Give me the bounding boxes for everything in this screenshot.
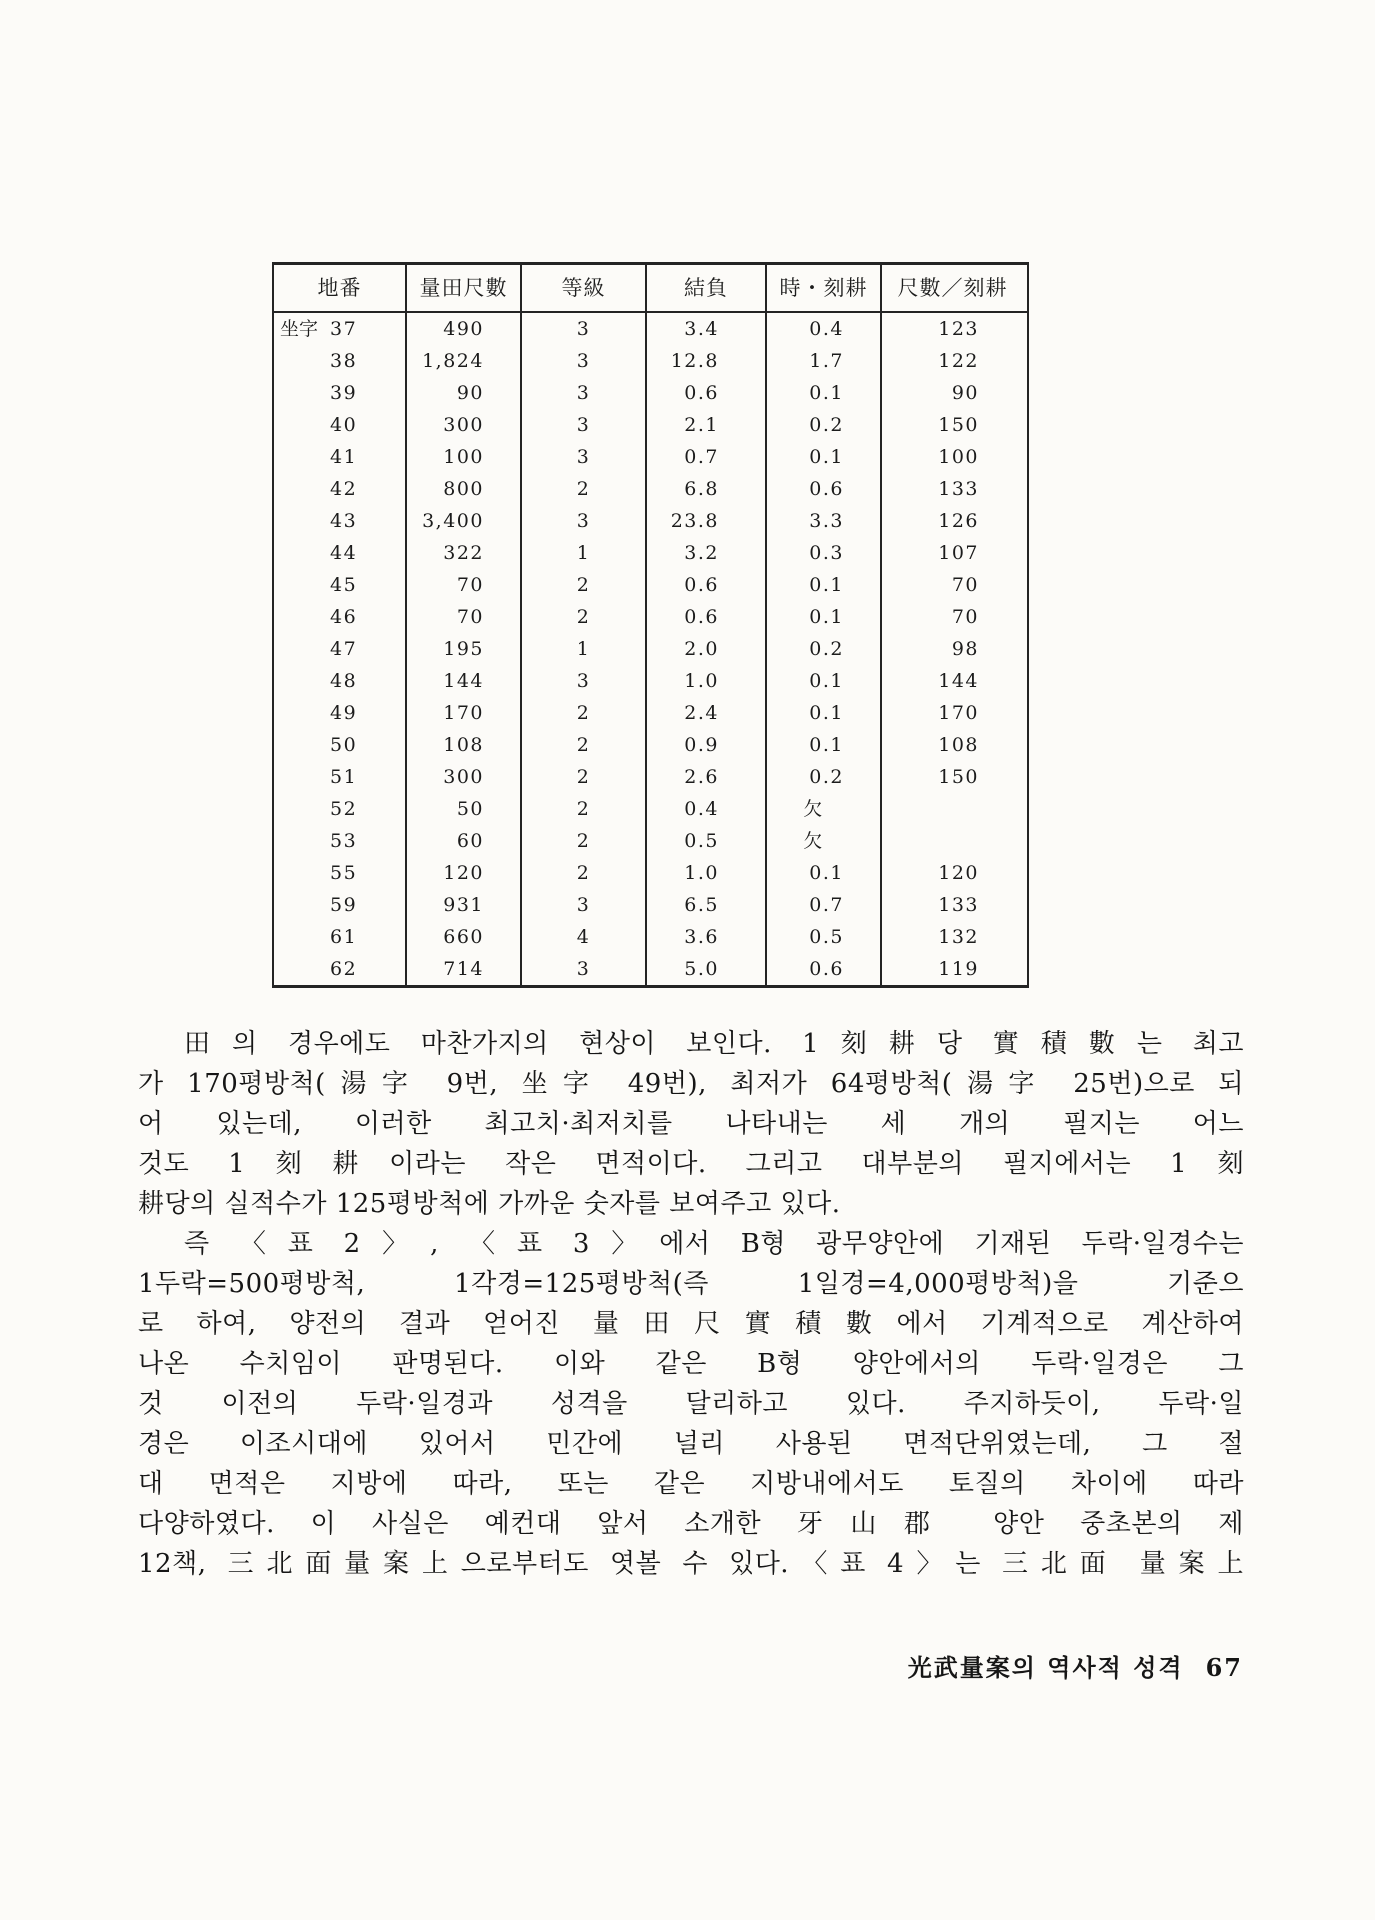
table-cell: 3 <box>522 409 647 441</box>
table-cell: 2.4 <box>647 697 767 729</box>
table-cell: 1,824 <box>407 345 522 377</box>
column-header: 地番 <box>274 265 407 311</box>
row-label-prefix <box>280 601 330 633</box>
table-cell: 50 <box>407 793 522 825</box>
table-cell: 108 <box>938 734 979 756</box>
table-cell <box>274 409 407 441</box>
table-cell: 3 <box>522 665 647 697</box>
column-header: 等級 <box>522 265 647 311</box>
row-label-prefix <box>280 825 330 857</box>
table-cell: 0.7 <box>647 441 767 473</box>
parcel-number: 45 <box>330 574 358 596</box>
table-cell: 120 <box>938 862 979 884</box>
table-cell <box>274 345 407 377</box>
table-cell: 3 <box>522 505 647 537</box>
row-label-prefix <box>280 473 330 505</box>
row-label-prefix <box>280 441 330 473</box>
table-cell <box>274 601 407 633</box>
text-line: 1두락=500평방척, 1각경=125평방척(즉 1일경=4,000평방척)을 기준으 <box>138 1269 1244 1299</box>
table-row <box>274 953 1027 985</box>
table-cell: 0.2 <box>767 761 882 793</box>
table-cell: 119 <box>938 958 979 980</box>
table-cell <box>274 857 407 889</box>
row-label-prefix <box>280 505 330 537</box>
parcel-number: 50 <box>330 734 358 756</box>
table-cell: 欠 <box>767 793 882 825</box>
table-cell: 0.1 <box>767 697 882 729</box>
table-cell: 0.5 <box>647 825 767 857</box>
table-row <box>274 505 1027 537</box>
table-cell: 714 <box>407 953 522 985</box>
text-line: 것도 1刻耕이라는 작은 면적이다. 그리고 대부분의 필지에서는 1刻 <box>138 1149 1244 1179</box>
table-cell: 490 <box>407 313 522 345</box>
parcel-number: 41 <box>330 446 358 468</box>
table-cell: 2 <box>522 761 647 793</box>
row-label-prefix <box>280 921 330 953</box>
table-row <box>274 409 1027 441</box>
table-cell <box>882 793 1023 825</box>
parcel-number: 44 <box>330 542 358 564</box>
table-cell <box>274 793 407 825</box>
table-cell: 0.7 <box>767 889 882 921</box>
table-cell: 3.2 <box>647 537 767 569</box>
table-cell: 0.3 <box>767 537 882 569</box>
footer-title: 光武量案의 역사적 성격 <box>907 1653 1184 1682</box>
table-cell: 4 <box>522 921 647 953</box>
table-row <box>274 537 1027 569</box>
table-cell: 2 <box>522 601 647 633</box>
table-body <box>274 313 1027 985</box>
table-cell: 0.1 <box>767 729 882 761</box>
table-cell: 931 <box>407 889 522 921</box>
table-cell: 0.1 <box>767 665 882 697</box>
row-label-prefix <box>280 537 330 569</box>
table-cell: 170 <box>407 697 522 729</box>
table-cell: 132 <box>938 926 979 948</box>
row-label-prefix <box>280 409 330 441</box>
table-cell: 300 <box>407 761 522 793</box>
table-cell: 3.3 <box>767 505 882 537</box>
parcel-number: 61 <box>330 926 358 948</box>
table-cell: 0.9 <box>647 729 767 761</box>
column-header: 結負 <box>647 265 767 311</box>
table-cell: 2 <box>522 473 647 505</box>
table-cell <box>274 633 407 665</box>
row-label-prefix <box>280 345 330 377</box>
paragraph <box>138 1024 1244 1224</box>
table-cell: 0.1 <box>767 441 882 473</box>
table-row <box>274 345 1027 377</box>
table-cell: 0.6 <box>767 953 882 985</box>
table-cell: 2 <box>522 793 647 825</box>
row-label-prefix <box>280 889 330 921</box>
table-cell: 3 <box>522 441 647 473</box>
table-cell: 150 <box>938 766 979 788</box>
table-cell: 123 <box>938 318 979 340</box>
table-cell: 3 <box>522 377 647 409</box>
text-line: 로 하여, 양전의 결과 얻어진 量田尺實積數에서 기계적으로 계산하여 <box>138 1309 1244 1339</box>
parcel-number: 59 <box>330 894 358 916</box>
table-cell: 70 <box>951 574 979 596</box>
parcel-number: 40 <box>330 414 358 436</box>
column-header: 時・刻耕 <box>767 265 882 311</box>
table-cell: 0.4 <box>647 793 767 825</box>
table-cell: 0.1 <box>767 377 882 409</box>
table-cell: 3 <box>522 889 647 921</box>
table-cell: 144 <box>938 670 979 692</box>
parcel-number: 52 <box>330 798 358 820</box>
table-cell: 2 <box>522 569 647 601</box>
table-cell: 195 <box>407 633 522 665</box>
table-row <box>274 857 1027 889</box>
table-cell: 2.1 <box>647 409 767 441</box>
table-row <box>274 569 1027 601</box>
table-cell <box>274 729 407 761</box>
table-cell: 2 <box>522 697 647 729</box>
row-label-prefix <box>280 633 330 665</box>
table-cell: 1.7 <box>767 345 882 377</box>
table-cell: 12.8 <box>647 345 767 377</box>
table-cell <box>274 377 407 409</box>
parcel-number: 37 <box>330 318 358 340</box>
table-row <box>274 441 1027 473</box>
table-cell <box>274 505 407 537</box>
table-cell: 170 <box>938 702 979 724</box>
table-cell: 100 <box>407 441 522 473</box>
parcel-number: 38 <box>330 350 358 372</box>
parcel-number: 43 <box>330 510 358 532</box>
table-row <box>274 697 1027 729</box>
parcel-number: 53 <box>330 830 358 852</box>
table-cell: 70 <box>407 569 522 601</box>
table-row <box>274 473 1027 505</box>
table-cell: 3 <box>522 345 647 377</box>
table-cell: 0.1 <box>767 857 882 889</box>
row-label-prefix <box>280 729 330 761</box>
table-cell: 90 <box>951 382 979 404</box>
row-label-prefix: 坐字 <box>280 318 319 340</box>
table-cell: 0.2 <box>767 409 882 441</box>
table-cell: 2.6 <box>647 761 767 793</box>
table-cell <box>274 921 407 953</box>
table-cell: 144 <box>407 665 522 697</box>
table-cell: 欠 <box>767 825 882 857</box>
parcel-number: 48 <box>330 670 358 692</box>
column-header: 量田尺數 <box>407 265 522 311</box>
parcel-number: 46 <box>330 606 358 628</box>
table-row <box>274 761 1027 793</box>
table-cell: 0.4 <box>767 313 882 345</box>
table-cell <box>274 889 407 921</box>
table-cell: 0.6 <box>647 569 767 601</box>
table-cell: 0.2 <box>767 633 882 665</box>
table-cell: 300 <box>407 409 522 441</box>
text-line: 가 170평방척(湯字 9번, 坐字 49번), 최저가 64평방척(湯字 25번)으로 되 <box>138 1069 1244 1099</box>
table-cell: 23.8 <box>647 505 767 537</box>
table-row <box>274 665 1027 697</box>
row-label-prefix <box>280 697 330 729</box>
table-cell: 1.0 <box>647 665 767 697</box>
table-cell <box>274 825 407 857</box>
table-cell: 0.6 <box>767 473 882 505</box>
table-cell <box>882 825 1023 857</box>
table-cell: 90 <box>407 377 522 409</box>
body-text <box>138 1024 1244 1584</box>
row-label-prefix <box>280 761 330 793</box>
table-cell: 0.6 <box>647 377 767 409</box>
table-row <box>274 921 1027 953</box>
table-row <box>274 601 1027 633</box>
parcel-number: 51 <box>330 766 358 788</box>
text-line: 田의 경우에도 마찬가지의 현상이 보인다. 1刻耕당 實積數는 최고 <box>184 1029 1244 1059</box>
table-cell <box>274 953 407 985</box>
table-cell: 3.4 <box>647 313 767 345</box>
table-cell: 0.1 <box>767 601 882 633</box>
table-cell <box>274 761 407 793</box>
table-cell: 0.1 <box>767 569 882 601</box>
table-cell: 660 <box>407 921 522 953</box>
table-cell: 60 <box>407 825 522 857</box>
table-row <box>274 825 1027 857</box>
table-row <box>274 729 1027 761</box>
row-label-prefix <box>280 857 330 889</box>
row-label-prefix <box>280 569 330 601</box>
parcel-number: 42 <box>330 478 358 500</box>
table-cell: 133 <box>938 894 979 916</box>
text-line: 다양하였다. 이 사실은 예컨대 앞서 소개한 牙山郡 양안 중초본의 제 <box>138 1509 1244 1539</box>
table-cell: 2.0 <box>647 633 767 665</box>
parcel-number: 55 <box>330 862 358 884</box>
table-cell: 0.6 <box>647 601 767 633</box>
table-cell <box>274 441 407 473</box>
parcel-number: 47 <box>330 638 358 660</box>
table-cell: 108 <box>407 729 522 761</box>
table-cell: 3,400 <box>407 505 522 537</box>
table-cell <box>274 473 407 505</box>
table-cell <box>274 313 407 345</box>
table-cell: 800 <box>407 473 522 505</box>
table-row <box>274 793 1027 825</box>
table-cell: 150 <box>938 414 979 436</box>
table-cell <box>274 665 407 697</box>
table-cell: 3 <box>522 313 647 345</box>
table-cell: 322 <box>407 537 522 569</box>
text-line: 즉 〈표 2〉, 〈표 3〉에서 B형 광무양안에 기재된 두락·일경수는 <box>184 1229 1244 1259</box>
parcel-number: 39 <box>330 382 358 404</box>
text-line: 경은 이조시대에 있어서 민간에 널리 사용된 면적단위였는데, 그 절 <box>138 1429 1244 1459</box>
table-cell: 126 <box>938 510 979 532</box>
table-cell: 2 <box>522 729 647 761</box>
table-cell <box>274 697 407 729</box>
text-line: 耕당의 실적수가 125평방척에 가까운 숫자를 보여주고 있다. <box>138 1189 841 1219</box>
row-label-prefix <box>280 377 330 409</box>
table-row <box>274 889 1027 921</box>
table-cell: 1 <box>522 537 647 569</box>
table-cell: 3 <box>522 953 647 985</box>
text-line: 12책, 三北面量案上으로부터도 엿볼 수 있다.〈표 4〉는 三北面 量案上 <box>138 1549 1244 1579</box>
table-cell: 100 <box>938 446 979 468</box>
table-row <box>274 377 1027 409</box>
column-header: 尺數／刻耕 <box>897 276 1008 300</box>
table-cell: 2 <box>522 857 647 889</box>
table-cell: 70 <box>951 606 979 628</box>
parcel-number: 62 <box>330 958 358 980</box>
table-cell: 6.8 <box>647 473 767 505</box>
table-cell: 107 <box>938 542 979 564</box>
table-cell: 0.5 <box>767 921 882 953</box>
table-header-row <box>274 265 1027 313</box>
row-label-prefix <box>280 665 330 697</box>
row-label-prefix <box>280 953 330 985</box>
table-cell <box>274 537 407 569</box>
table-cell: 98 <box>951 638 979 660</box>
table-cell: 120 <box>407 857 522 889</box>
table-cell: 133 <box>938 478 979 500</box>
text-line: 어 있는데, 이러한 최고치·최저치를 나타내는 세 개의 필지는 어느 <box>138 1109 1244 1139</box>
table-cell: 3.6 <box>647 921 767 953</box>
text-line: 것 이전의 두락·일경과 성격을 달리하고 있다. 주지하듯이, 두락·일 <box>138 1389 1244 1419</box>
text-line: 대 면적은 지방에 따라, 또는 같은 지방내에서도 토질의 차이에 따라 <box>138 1469 1244 1499</box>
table-cell: 1.0 <box>647 857 767 889</box>
page-footer <box>908 1648 1243 1683</box>
table-cell: 5.0 <box>647 953 767 985</box>
table-row <box>274 633 1027 665</box>
table-cell: 70 <box>407 601 522 633</box>
land-survey-table <box>272 262 1029 988</box>
parcel-number: 49 <box>330 702 358 724</box>
table-cell: 6.5 <box>647 889 767 921</box>
table-cell <box>274 569 407 601</box>
table-cell: 122 <box>938 350 979 372</box>
table-cell: 1 <box>522 633 647 665</box>
table-cell: 2 <box>522 825 647 857</box>
paragraph <box>138 1224 1244 1584</box>
page-number: 67 <box>1205 1653 1243 1682</box>
row-label-prefix <box>280 793 330 825</box>
table-row <box>274 313 1027 345</box>
text-line: 나온 수치임이 판명된다. 이와 같은 B형 양안에서의 두락·일경은 그 <box>138 1349 1244 1379</box>
